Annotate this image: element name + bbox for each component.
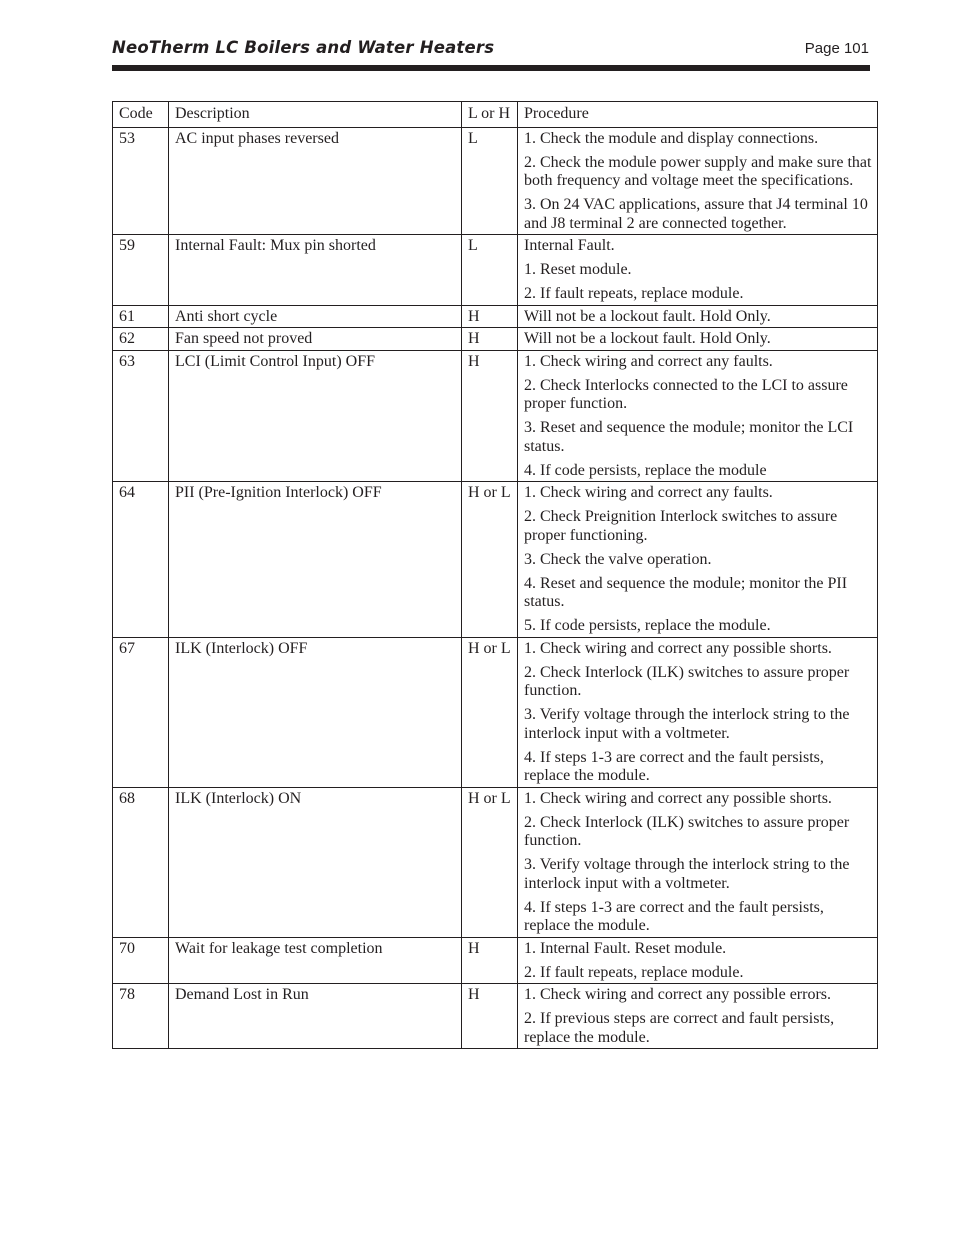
procedure-cell <box>518 127 878 235</box>
procedure-step: 2. Check Interlock (ILK) switches to assure proper function. <box>524 813 850 849</box>
procedure-cell <box>518 637 878 787</box>
procedure-step: 3. Verify voltage through the interlock string to the interlock input with a voltmeter. <box>524 706 850 742</box>
l-or-h-cell: H <box>462 328 518 351</box>
document-title: NeoTherm LC Boilers and Water Heaters <box>112 38 495 57</box>
fault-code-cell: 68 <box>113 787 169 937</box>
l-or-h-cell: H <box>462 305 518 328</box>
fault-code-cell: 64 <box>113 482 169 638</box>
l-or-h-cell: H or L <box>462 787 518 937</box>
procedure-step: 3. Verify voltage through the interlock string to the interlock input with a voltmeter. <box>524 856 850 892</box>
fault-code-cell: 62 <box>113 328 169 351</box>
procedure-cell <box>518 984 878 1049</box>
fault-code-cell: 78 <box>113 984 169 1049</box>
procedure-step: 1. Check wiring and correct any possible shorts. <box>524 789 832 807</box>
procedure-step: 2. If previous steps are correct and fault persists, replace the module. <box>524 1010 835 1046</box>
procedure-cell <box>518 937 878 984</box>
procedure-step: 1. Check the module and display connections. <box>524 129 819 147</box>
procedure-step: 1. Check wiring and correct any faults. <box>524 484 773 501</box>
l-or-h-cell: H or L <box>462 637 518 787</box>
procedure-step: 4. Reset and sequence the module; monitor the PII status. <box>524 574 848 610</box>
fault-code-table <box>112 101 878 1049</box>
page-number: Page 101 <box>804 40 869 57</box>
procedure-step: Will not be a lockout fault. Hold Only. <box>524 330 771 347</box>
procedure-step: 1. Reset module. <box>524 261 632 278</box>
description-cell: PII (Pre-Ignition Interlock) OFF <box>169 482 462 638</box>
column-header-code: Code <box>113 102 169 128</box>
procedure-step: 1. Check wiring and correct any possible errors. <box>524 986 832 1003</box>
column-header-description: Description <box>169 102 462 128</box>
fault-code-cell: 59 <box>113 235 169 306</box>
l-or-h-cell: L <box>462 235 518 306</box>
procedure-cell <box>518 235 878 306</box>
fault-code-cell: 53 <box>113 127 169 235</box>
table-header-row <box>113 102 878 128</box>
procedure-step: Will not be a lockout fault. Hold Only. <box>524 307 771 325</box>
table-body <box>113 127 878 1049</box>
table-row <box>113 787 878 937</box>
procedure-step: 3. Reset and sequence the module; monitor the LCI status. <box>524 419 854 455</box>
description-cell: Demand Lost in Run <box>169 984 462 1049</box>
l-or-h-cell: H or L <box>462 482 518 638</box>
procedure-step: 1. Check wiring and correct any faults. <box>524 352 773 370</box>
l-or-h-cell: H <box>462 350 518 482</box>
procedure-step: 2. Check Interlocks connected to the LCI to assure proper function. <box>524 376 848 412</box>
fault-code-cell: 70 <box>113 937 169 984</box>
procedure-step: 4. If steps 1-3 are correct and the fault persists, replace the module. <box>524 898 824 934</box>
table-row <box>113 350 878 482</box>
procedure-cell <box>518 350 878 482</box>
procedure-step: 1. Internal Fault. Reset module. <box>524 939 727 957</box>
description-cell: ILK (Interlock) ON <box>169 787 462 937</box>
procedure-step: 2. Check Preignition Interlock switches to assure proper functioning. <box>524 508 838 544</box>
table-row <box>113 637 878 787</box>
table-row <box>113 482 878 638</box>
table-row <box>113 984 878 1049</box>
description-cell: Wait for leakage test completion <box>169 937 462 984</box>
column-header-procedure: Procedure <box>518 102 878 128</box>
description-cell: Fan speed not proved <box>169 328 462 351</box>
procedure-step: 5. If code persists, replace the module. <box>524 617 771 634</box>
procedure-step: 2. If fault repeats, replace module. <box>524 285 744 302</box>
procedure-step: 3. Check the valve operation. <box>524 550 712 568</box>
fault-code-cell: 61 <box>113 305 169 328</box>
fault-code-cell: 67 <box>113 637 169 787</box>
description-cell: AC input phases reversed <box>169 127 462 235</box>
procedure-step: 4. If code persists, replace the module <box>524 461 767 479</box>
description-cell: LCI (Limit Control Input) OFF <box>169 350 462 482</box>
l-or-h-cell: H <box>462 984 518 1049</box>
procedure-cell <box>518 482 878 638</box>
procedure-step: 2. Check Interlock (ILK) switches to assure proper function. <box>524 663 850 699</box>
table-row <box>113 328 878 351</box>
table-row <box>113 235 878 306</box>
l-or-h-cell: H <box>462 937 518 984</box>
procedure-cell <box>518 787 878 937</box>
fault-code-cell: 63 <box>113 350 169 482</box>
procedure-step: 2. Check the module power supply and make sure that both frequency and voltage meet the specifications. <box>524 153 872 189</box>
header-divider <box>112 65 870 71</box>
table-row <box>113 305 878 328</box>
description-cell: Internal Fault: Mux pin shorted <box>169 235 462 306</box>
table-row <box>113 937 878 984</box>
procedure-step: 4. If steps 1-3 are correct and the fault persists, replace the module. <box>524 748 824 784</box>
column-header-l-or-h: L or H <box>462 102 518 128</box>
procedure-step: 2. If fault repeats, replace module. <box>524 963 744 981</box>
l-or-h-cell: L <box>462 127 518 235</box>
procedure-step: Internal Fault. <box>524 237 615 254</box>
procedure-cell <box>518 328 878 351</box>
description-cell: ILK (Interlock) OFF <box>169 637 462 787</box>
procedure-step: 3. On 24 VAC applications, assure that J4 terminal 10 and J8 terminal 2 are connected together. <box>524 196 868 232</box>
table-row <box>113 127 878 235</box>
procedure-step: 1. Check wiring and correct any possible shorts. <box>524 639 832 657</box>
description-cell: Anti short cycle <box>169 305 462 328</box>
procedure-cell <box>518 305 878 328</box>
